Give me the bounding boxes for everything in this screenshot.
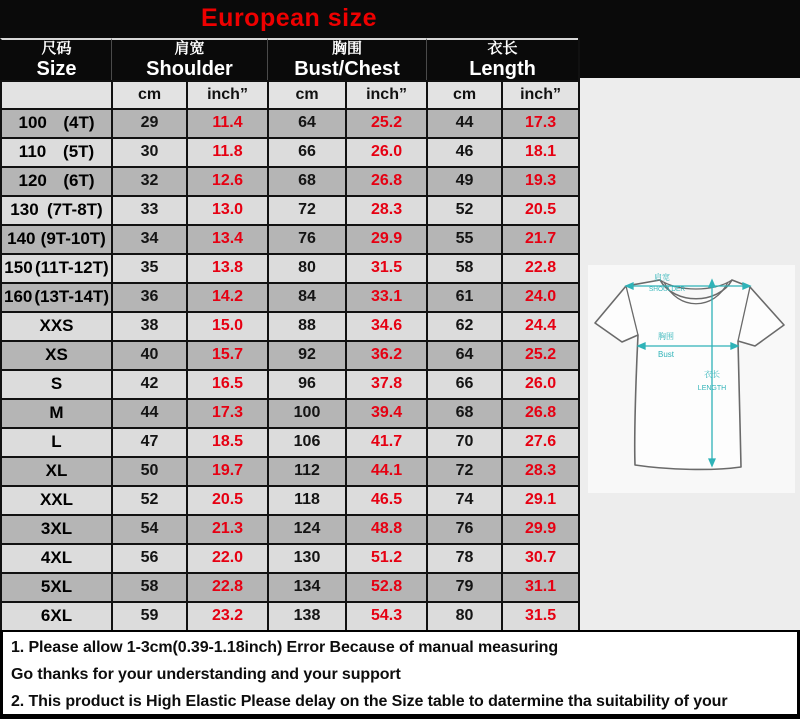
inch-value: 17.3 bbox=[186, 398, 267, 427]
footer-notes bbox=[0, 630, 800, 719]
unit-inch-header: inch” bbox=[501, 80, 578, 108]
size-cell bbox=[0, 166, 111, 195]
size-cell: 3XL bbox=[0, 514, 111, 543]
shoulder-label-en-diagram: SHOULDER bbox=[648, 286, 686, 293]
cm-value: 138 bbox=[267, 601, 345, 630]
inch-value: 20.5 bbox=[501, 195, 578, 224]
cm-value: 70 bbox=[426, 427, 501, 456]
cm-value: 66 bbox=[267, 137, 345, 166]
inch-value: 31.5 bbox=[345, 253, 426, 282]
table-row bbox=[0, 253, 578, 282]
inch-value: 26.0 bbox=[501, 369, 578, 398]
table-row bbox=[0, 369, 578, 398]
cm-value: 72 bbox=[426, 456, 501, 485]
cm-value: 92 bbox=[267, 340, 345, 369]
bust-label-en: Bust/Chest bbox=[294, 57, 400, 80]
table-row bbox=[0, 601, 578, 630]
inch-value: 22.8 bbox=[186, 572, 267, 601]
table-row bbox=[0, 166, 578, 195]
cm-value: 35 bbox=[111, 253, 186, 282]
size-age-tag: (4T) bbox=[63, 113, 95, 133]
cm-value: 58 bbox=[111, 572, 186, 601]
page-title: European size bbox=[201, 4, 377, 32]
inch-value: 29.9 bbox=[501, 514, 578, 543]
cm-value: 76 bbox=[426, 514, 501, 543]
shoulder-label-cn: 肩宽 bbox=[174, 40, 205, 57]
cm-value: 44 bbox=[426, 108, 501, 137]
cm-value: 49 bbox=[426, 166, 501, 195]
size-label-cn: 尺码 bbox=[41, 40, 72, 57]
size-value: 150 bbox=[4, 258, 33, 278]
footer-note-2: Go thanks for your understanding and your support bbox=[11, 666, 401, 683]
cm-value: 88 bbox=[267, 311, 345, 340]
inch-value: 28.3 bbox=[345, 195, 426, 224]
inch-value: 12.6 bbox=[186, 166, 267, 195]
inch-value: 23.2 bbox=[186, 601, 267, 630]
cm-value: 34 bbox=[111, 224, 186, 253]
cm-value: 78 bbox=[426, 543, 501, 572]
table-row bbox=[0, 282, 578, 311]
inch-value: 24.0 bbox=[501, 282, 578, 311]
inch-value: 33.1 bbox=[345, 282, 426, 311]
tshirt-diagram-box bbox=[588, 265, 795, 493]
table-row bbox=[0, 427, 578, 456]
size-label-en: Size bbox=[36, 57, 77, 80]
inch-value: 37.8 bbox=[345, 369, 426, 398]
cm-value: 52 bbox=[111, 485, 186, 514]
inch-value: 51.2 bbox=[345, 543, 426, 572]
size-cell: 4XL bbox=[0, 543, 111, 572]
cm-value: 44 bbox=[111, 398, 186, 427]
cm-value: 84 bbox=[267, 282, 345, 311]
inch-value: 46.5 bbox=[345, 485, 426, 514]
size-cell: XXS bbox=[0, 311, 111, 340]
inch-value: 14.2 bbox=[186, 282, 267, 311]
size-table-body bbox=[0, 108, 578, 630]
cm-value: 42 bbox=[111, 369, 186, 398]
length-label-cn-diagram: 衣长 bbox=[704, 370, 720, 379]
unit-header-row bbox=[0, 80, 578, 108]
table-row bbox=[0, 108, 578, 137]
size-age-tag: (13T-14T) bbox=[34, 287, 109, 307]
size-cell bbox=[0, 195, 111, 224]
cm-value: 29 bbox=[111, 108, 186, 137]
inch-value: 22.8 bbox=[501, 253, 578, 282]
cm-value: 54 bbox=[111, 514, 186, 543]
table-row bbox=[0, 398, 578, 427]
cm-value: 32 bbox=[111, 166, 186, 195]
bust-label-cn: 胸围 bbox=[332, 40, 363, 57]
inch-value: 19.7 bbox=[186, 456, 267, 485]
column-group-bust bbox=[267, 38, 426, 80]
cm-value: 33 bbox=[111, 195, 186, 224]
cm-value: 66 bbox=[426, 369, 501, 398]
cm-value: 55 bbox=[426, 224, 501, 253]
cm-value: 80 bbox=[426, 601, 501, 630]
table-row bbox=[0, 137, 578, 166]
inch-value: 36.2 bbox=[345, 340, 426, 369]
cm-value: 59 bbox=[111, 601, 186, 630]
size-age-tag: (7T-8T) bbox=[46, 200, 103, 220]
table-row bbox=[0, 543, 578, 572]
cm-value: 68 bbox=[426, 398, 501, 427]
inch-value: 28.3 bbox=[501, 456, 578, 485]
inch-value: 54.3 bbox=[345, 601, 426, 630]
size-cell: S bbox=[0, 369, 111, 398]
cm-value: 64 bbox=[267, 108, 345, 137]
inch-value: 26.8 bbox=[345, 166, 426, 195]
unit-header-empty bbox=[0, 80, 111, 108]
size-value: 110 bbox=[18, 142, 47, 162]
cm-value: 106 bbox=[267, 427, 345, 456]
cm-value: 61 bbox=[426, 282, 501, 311]
size-value: 160 bbox=[3, 287, 33, 307]
size-cell: XXL bbox=[0, 485, 111, 514]
cm-value: 64 bbox=[426, 340, 501, 369]
cm-value: 62 bbox=[426, 311, 501, 340]
inch-value: 29.1 bbox=[501, 485, 578, 514]
size-cell bbox=[0, 253, 111, 282]
tshirt-outline bbox=[595, 280, 784, 469]
unit-inch-header: inch” bbox=[186, 80, 267, 108]
cm-value: 68 bbox=[267, 166, 345, 195]
inch-value: 21.7 bbox=[501, 224, 578, 253]
bust-label-cn-diagram: 胸围 bbox=[658, 332, 674, 341]
cm-value: 40 bbox=[111, 340, 186, 369]
column-group-row bbox=[0, 38, 578, 80]
table-row bbox=[0, 195, 578, 224]
length-label-en-diagram: LENGTH bbox=[697, 385, 727, 392]
size-age-tag: (6T) bbox=[63, 171, 95, 191]
unit-inch-header: inch” bbox=[345, 80, 426, 108]
size-cell: 5XL bbox=[0, 572, 111, 601]
size-cell: L bbox=[0, 427, 111, 456]
size-value: 140 bbox=[7, 229, 36, 249]
cm-value: 112 bbox=[267, 456, 345, 485]
cm-value: 38 bbox=[111, 311, 186, 340]
inch-value: 48.8 bbox=[345, 514, 426, 543]
inch-value: 25.2 bbox=[345, 108, 426, 137]
cm-value: 100 bbox=[267, 398, 345, 427]
inch-value: 31.1 bbox=[501, 572, 578, 601]
column-group-shoulder bbox=[111, 38, 267, 80]
cm-value: 80 bbox=[267, 253, 345, 282]
inch-value: 30.7 bbox=[501, 543, 578, 572]
size-table bbox=[0, 38, 580, 632]
length-label-en: Length bbox=[469, 57, 536, 80]
cm-value: 58 bbox=[426, 253, 501, 282]
size-age-tag: (9T-10T) bbox=[40, 229, 106, 249]
size-age-tag: (5T) bbox=[63, 142, 95, 162]
cm-value: 124 bbox=[267, 514, 345, 543]
inch-value: 26.0 bbox=[345, 137, 426, 166]
cm-value: 76 bbox=[267, 224, 345, 253]
inch-value: 27.6 bbox=[501, 427, 578, 456]
inch-value: 21.3 bbox=[186, 514, 267, 543]
size-value: 100 bbox=[18, 113, 47, 133]
cm-value: 79 bbox=[426, 572, 501, 601]
inch-value: 39.4 bbox=[345, 398, 426, 427]
size-cell bbox=[0, 224, 111, 253]
inch-value: 15.0 bbox=[186, 311, 267, 340]
cm-value: 52 bbox=[426, 195, 501, 224]
bust-label-en-diagram: Bust bbox=[657, 350, 675, 359]
table-row bbox=[0, 485, 578, 514]
table-row bbox=[0, 572, 578, 601]
inch-value: 31.5 bbox=[501, 601, 578, 630]
table-row bbox=[0, 224, 578, 253]
footer-note-3: 2. This product is High Elastic Please delay on the Size table to datermine tha suitability of your bbox=[11, 693, 728, 710]
footer-note-1: 1. Please allow 1-3cm(0.39-1.18inch) Error Because of manual measuring bbox=[11, 639, 559, 656]
inch-value: 15.7 bbox=[186, 340, 267, 369]
inch-value: 41.7 bbox=[345, 427, 426, 456]
cm-value: 46 bbox=[426, 137, 501, 166]
cm-value: 74 bbox=[426, 485, 501, 514]
inch-value: 18.1 bbox=[501, 137, 578, 166]
table-row bbox=[0, 456, 578, 485]
unit-cm-header: cm bbox=[426, 80, 501, 108]
length-label-cn: 衣长 bbox=[487, 40, 518, 57]
size-cell: XL bbox=[0, 456, 111, 485]
size-cell: M bbox=[0, 398, 111, 427]
inch-value: 44.1 bbox=[345, 456, 426, 485]
size-cell: 6XL bbox=[0, 601, 111, 630]
cm-value: 56 bbox=[111, 543, 186, 572]
cm-value: 36 bbox=[111, 282, 186, 311]
cm-value: 30 bbox=[111, 137, 186, 166]
inch-value: 11.8 bbox=[186, 137, 267, 166]
inch-value: 34.6 bbox=[345, 311, 426, 340]
inch-value: 22.0 bbox=[186, 543, 267, 572]
cm-value: 130 bbox=[267, 543, 345, 572]
tshirt-diagram bbox=[588, 265, 795, 493]
inch-value: 26.8 bbox=[501, 398, 578, 427]
inch-value: 11.4 bbox=[186, 108, 267, 137]
size-value: 120 bbox=[18, 171, 47, 191]
cm-value: 47 bbox=[111, 427, 186, 456]
inch-value: 25.2 bbox=[501, 340, 578, 369]
size-cell: XS bbox=[0, 340, 111, 369]
inch-value: 13.0 bbox=[186, 195, 267, 224]
table-row bbox=[0, 514, 578, 543]
inch-value: 13.8 bbox=[186, 253, 267, 282]
inch-value: 20.5 bbox=[186, 485, 267, 514]
inch-value: 52.8 bbox=[345, 572, 426, 601]
size-cell bbox=[0, 282, 111, 311]
cm-value: 72 bbox=[267, 195, 345, 224]
column-group-length bbox=[426, 38, 578, 80]
table-row bbox=[0, 340, 578, 369]
size-cell bbox=[0, 137, 111, 166]
inch-value: 16.5 bbox=[186, 369, 267, 398]
unit-cm-header: cm bbox=[267, 80, 345, 108]
size-age-tag: (11T-12T) bbox=[34, 258, 109, 278]
shoulder-label-cn-diagram: 肩宽 bbox=[654, 273, 670, 282]
inch-value: 19.3 bbox=[501, 166, 578, 195]
inch-value: 18.5 bbox=[186, 427, 267, 456]
size-cell bbox=[0, 108, 111, 137]
inch-value: 24.4 bbox=[501, 311, 578, 340]
unit-cm-header: cm bbox=[111, 80, 186, 108]
size-value: 130 bbox=[10, 200, 39, 220]
cm-value: 96 bbox=[267, 369, 345, 398]
column-group-size bbox=[0, 38, 111, 80]
table-row bbox=[0, 311, 578, 340]
cm-value: 50 bbox=[111, 456, 186, 485]
shoulder-label-en: Shoulder bbox=[146, 57, 233, 80]
inch-value: 29.9 bbox=[345, 224, 426, 253]
cm-value: 134 bbox=[267, 572, 345, 601]
inch-value: 13.4 bbox=[186, 224, 267, 253]
cm-value: 118 bbox=[267, 485, 345, 514]
inch-value: 17.3 bbox=[501, 108, 578, 137]
